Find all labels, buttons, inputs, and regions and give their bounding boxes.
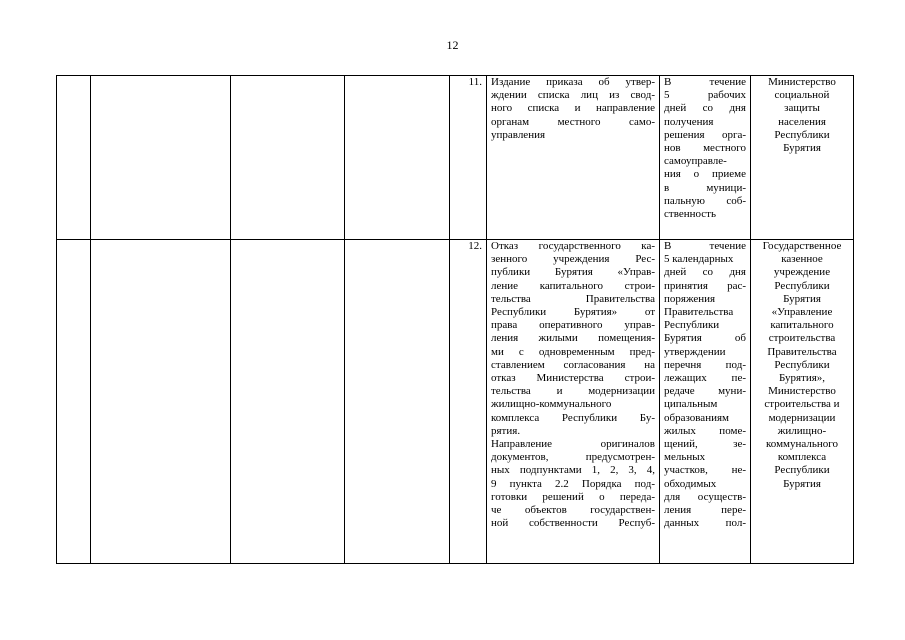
text-line: Республики <box>774 358 830 371</box>
text-line: тельства и модернизации <box>491 385 655 398</box>
action-cell <box>487 240 660 564</box>
text-line: публики Бурятия «Управ- <box>491 266 655 279</box>
text-line: Правительства <box>767 345 837 358</box>
text-line: ных подпунктами 1, 2, 3, 4, <box>491 464 655 477</box>
text-line: дней со дня <box>664 102 746 115</box>
text-line: Издание приказа об утвер- <box>491 76 655 88</box>
text-line: строительства и <box>764 398 840 411</box>
text-line: ципальным <box>664 398 718 411</box>
text-line: комплекса <box>777 451 827 464</box>
text-line: Министерство <box>768 76 836 88</box>
text-line: «Управление <box>771 306 833 319</box>
responsible-cell <box>751 240 854 564</box>
text-line: 9 пункта 2.2 Порядка под- <box>491 477 655 490</box>
text-line: принятия рас- <box>664 279 746 292</box>
text-line: органам местного само- <box>491 115 655 128</box>
text-line: строительства <box>768 332 836 345</box>
text-line: социальной <box>774 89 830 102</box>
text-line: В течение <box>664 240 746 252</box>
text-line: учреждение <box>773 266 831 279</box>
text-line: В течение <box>664 76 746 88</box>
text-line: че объектов государствен- <box>491 504 655 517</box>
text-line: утверждении <box>664 345 726 358</box>
text-line: населения <box>778 115 826 128</box>
text-line: Правительства <box>664 306 734 319</box>
text-line: Бурятия <box>783 142 821 155</box>
text-line: Отказ государственного ка- <box>491 240 655 252</box>
empty-cell <box>57 240 91 564</box>
table-row <box>57 76 854 240</box>
text-line: тельства Правительства <box>491 292 655 305</box>
text-line: пальную соб- <box>664 194 746 207</box>
text-line: Министерство <box>768 385 836 398</box>
text-line: щений, зе- <box>664 438 746 451</box>
row-number-cell: 11. <box>450 76 487 240</box>
text-line: образованиям <box>664 411 729 424</box>
text-line: модернизации <box>768 411 836 424</box>
empty-cell <box>345 76 450 240</box>
text-line: обходимых <box>664 477 717 490</box>
text-line: мельных <box>664 451 706 464</box>
text-line: 5 календарных <box>664 253 734 266</box>
text-line: Бурятия об <box>664 332 746 345</box>
text-line: отказ Министерства строи- <box>491 372 655 385</box>
text-line: дней со дня <box>664 266 746 279</box>
empty-cell <box>91 240 231 564</box>
text-line: 5 рабочих <box>664 89 746 102</box>
text-line: решения орга- <box>664 128 746 141</box>
text-line: Республики Бурятия» от <box>491 306 655 319</box>
text-line: комплекса Республики Бу- <box>491 411 655 424</box>
text-line: управления <box>491 128 546 141</box>
text-line: нов местного <box>664 142 746 155</box>
term-cell <box>660 240 751 564</box>
text-line: жилищно- <box>777 424 827 437</box>
empty-cell <box>91 76 231 240</box>
text-line: Бурятия <box>783 292 821 305</box>
empty-cell <box>231 76 345 240</box>
text-line: редаче муни- <box>664 385 746 398</box>
text-line: Республики <box>664 319 720 332</box>
text-line: для осуществ- <box>664 490 746 503</box>
text-line: документов, предусмотрен- <box>491 451 655 464</box>
text-line: лежащих пе- <box>664 372 746 385</box>
text-line: ми с одновременным пред- <box>491 345 655 358</box>
row-number-cell: 12. <box>450 240 487 564</box>
text-line: зенного учреждения Рес- <box>491 253 655 266</box>
empty-cell <box>345 240 450 564</box>
text-line: ление капитального строи- <box>491 279 655 292</box>
page-number: 12 <box>446 38 459 52</box>
empty-cell <box>57 76 91 240</box>
text-line: Бурятия», <box>778 372 826 385</box>
text-line: перечня под- <box>664 358 746 371</box>
text-line: ставлением согласования на <box>491 358 655 371</box>
text-line: ния о приеме <box>664 168 746 181</box>
text-line: Направление оригиналов <box>491 438 655 451</box>
text-line: жилых поме- <box>664 424 746 437</box>
text-line: получения <box>664 115 714 128</box>
text-line: казенное <box>781 253 823 266</box>
text-line: Бурятия <box>783 477 821 490</box>
table-row <box>57 240 854 564</box>
empty-cell <box>231 240 345 564</box>
text-line: коммунального <box>766 438 838 451</box>
text-line: Республики <box>774 279 830 292</box>
text-line: поряжения <box>664 292 716 305</box>
text-line: ной собственности Респуб- <box>491 517 655 530</box>
text-line: жилищно-коммунального <box>491 398 612 411</box>
text-line: ления жилыми помещения- <box>491 332 655 345</box>
text-line: Республики <box>774 128 830 141</box>
action-cell <box>487 76 660 240</box>
text-line: рятия. <box>491 424 521 437</box>
text-line: участков, не- <box>664 464 746 477</box>
text-line: ного списка и направление <box>491 102 655 115</box>
text-line: ления пере- <box>664 504 746 517</box>
text-line: защиты <box>784 102 820 115</box>
responsible-cell <box>751 76 854 240</box>
text-line: самоуправле- <box>664 155 727 168</box>
term-cell <box>660 76 751 240</box>
plan-table <box>56 75 854 564</box>
text-line: капитального <box>770 319 834 332</box>
text-line: Республики <box>774 464 830 477</box>
text-line: в муници- <box>664 181 746 194</box>
text-line: права оперативного управ- <box>491 319 655 332</box>
text-line: Государственное <box>762 240 842 252</box>
text-line: данных пол- <box>664 517 746 530</box>
text-line: ственность <box>664 208 716 221</box>
text-line: готовки решений о переда- <box>491 490 655 503</box>
text-line: ждении списка лиц из свод- <box>491 89 655 102</box>
